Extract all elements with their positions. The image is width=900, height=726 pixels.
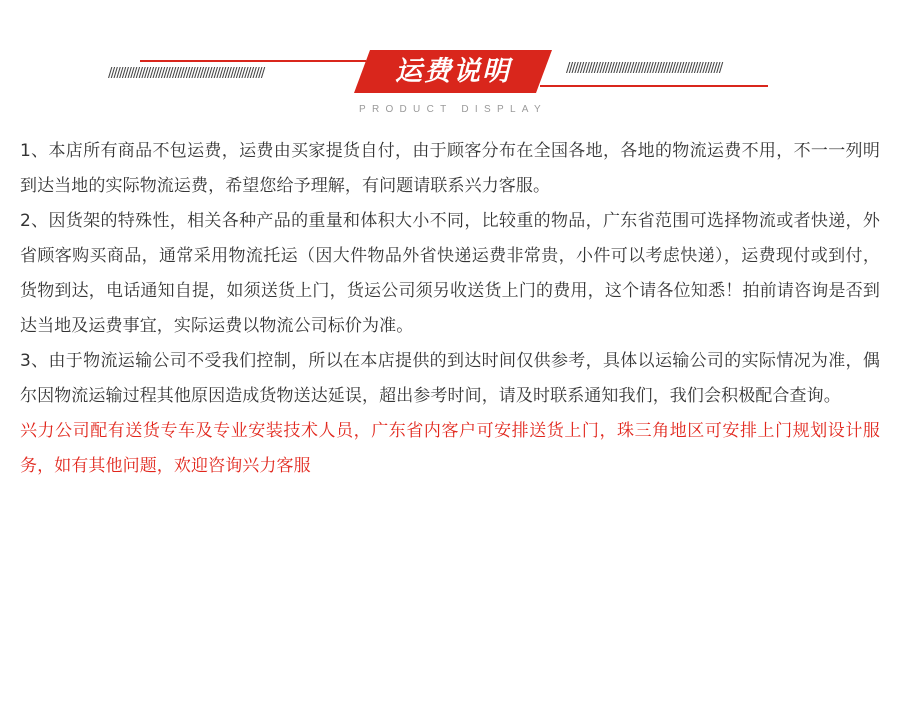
shipping-description bbox=[20, 134, 880, 484]
header-line-right bbox=[540, 85, 768, 87]
section-header bbox=[0, 0, 900, 130]
header-line-left bbox=[140, 60, 366, 62]
paragraph-3: 3、由于物流运输公司不受我们控制，所以在本店提供的到达时间仅供参考，具体以运输公司的实际情况为准，偶尔因物流运输过程其他原因造成货物送达延误，超出参考时间，请及时联系通知我们，我们会积极配合查询。 bbox=[20, 351, 880, 406]
paragraph-2: 2、因货架的特殊性，相关各种产品的重量和体积大小不同，比较重的物品，广东省范围可选择物流或者快递，外省顾客购买商品，通常采用物流托运（因大件物品外省快递运费非常贵，小件可以考虑快递），运费现付或到付，货物到达，电话通知自提，如须送货上门，货运公司须另收送货上门的费用，这个请各位知悉！拍前请咨询是否到达当地及运费事宜，实际运费以物流公司标价为准。 bbox=[20, 211, 880, 336]
header-slashes-left: //////////////////////////////////////////////////////// bbox=[108, 66, 264, 81]
page-subtitle: PRODUCT DISPLAY bbox=[358, 104, 548, 115]
service-notice: 兴力公司配有送货专车及专业安装技术人员，广东省内客户可安排送货上门，珠三角地区可安排上门规划设计服务，如有其他问题，欢迎咨询兴力客服 bbox=[20, 421, 880, 476]
page-title: 运费说明 bbox=[395, 56, 511, 87]
paragraph-1: 1、本店所有商品不包运费，运费由买家提货自付，由于顾客分布在全国各地，各地的物流运费不用，不一一列明到达当地的实际物流运费，希望您给予理解，有问题请联系兴力客服。 bbox=[20, 141, 880, 196]
header-slashes-right: //////////////////////////////////////////////////////// bbox=[566, 61, 722, 76]
